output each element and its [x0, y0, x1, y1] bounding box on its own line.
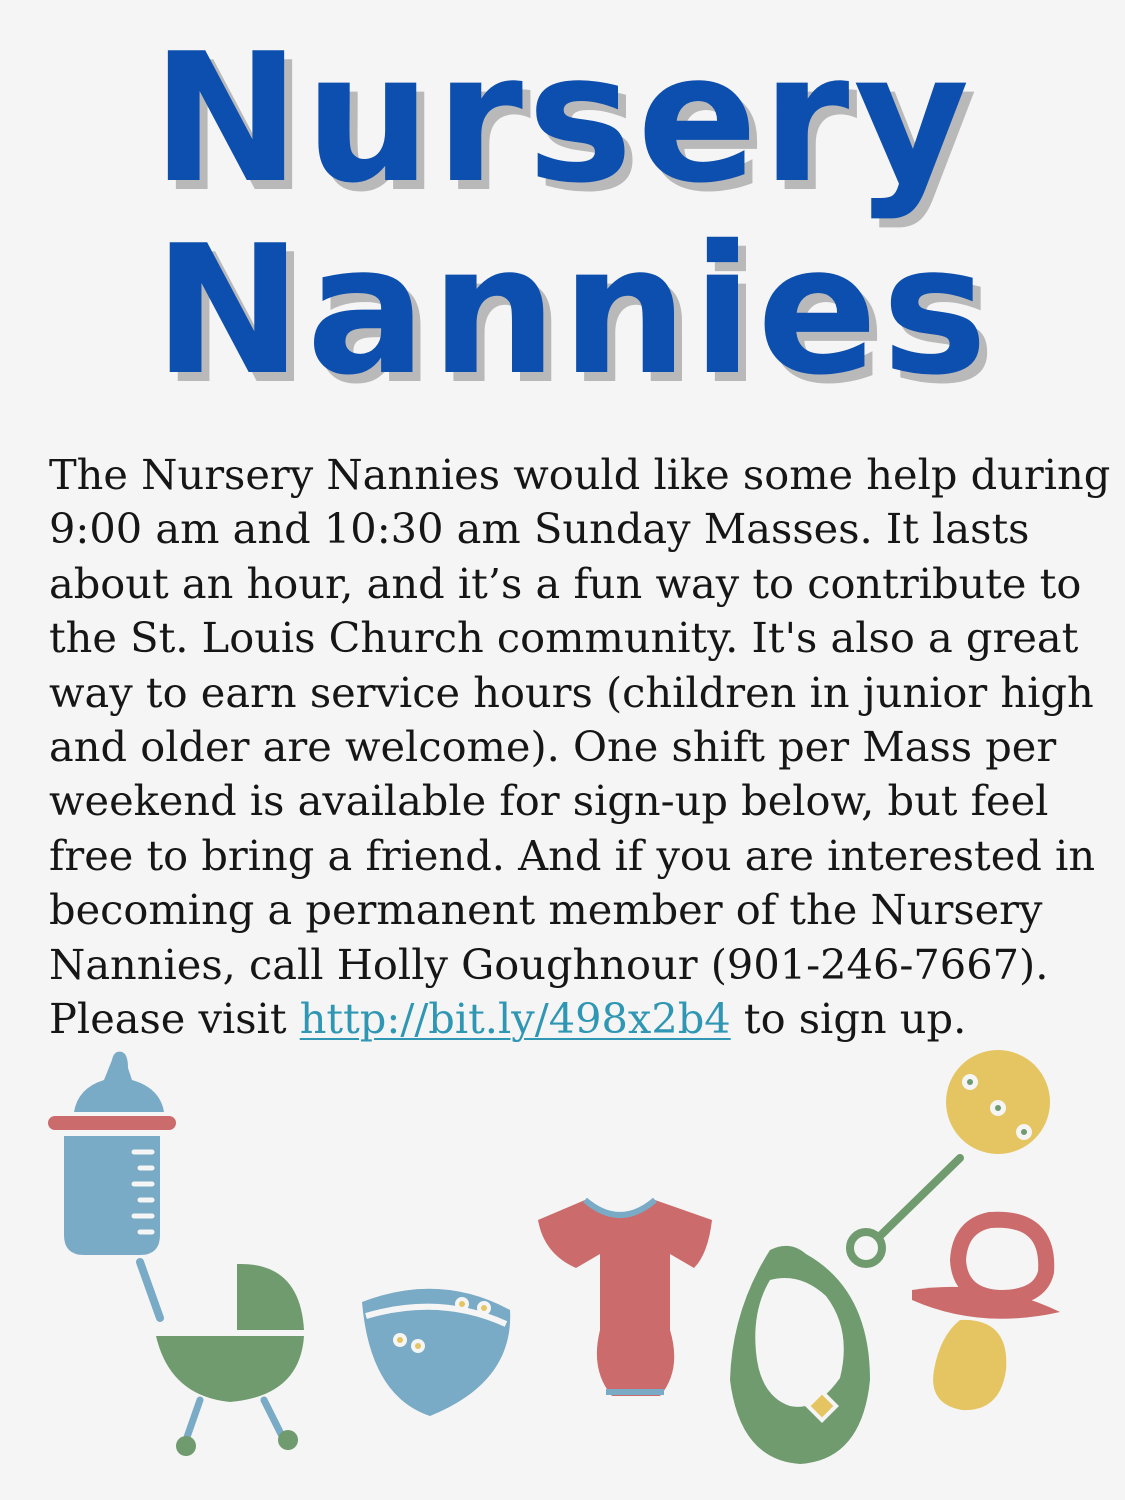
- title-line-1: Nursery: [151, 15, 974, 222]
- text-line: and older are welcome). One shift per Mass per: [49, 722, 1057, 772]
- text-line-last: [49, 992, 1089, 1046]
- stroller-icon: [140, 1262, 304, 1456]
- visit-suffix: to sign up.: [730, 994, 967, 1044]
- text-line: about an hour, and it’s a fun way to contribute to: [49, 558, 1082, 608]
- visit-prefix: Please visit: [49, 994, 300, 1044]
- signup-link[interactable]: http://bit.ly/498x2b4: [299, 994, 731, 1044]
- pacifier-icon: [912, 1220, 1060, 1410]
- text-line: way to earn service hours (children in junior high: [49, 667, 1094, 717]
- text-line: Nannies, call Holly Goughnour (901-246-7667).: [49, 939, 1049, 989]
- text-line: 9:00 am and 10:30 am Sunday Masses. It lasts: [49, 504, 1030, 554]
- text-line: the St. Louis Church community. It's also a great: [49, 613, 1079, 663]
- onesie-icon: [538, 1200, 712, 1396]
- rattle-icon: [850, 1050, 1050, 1264]
- title-line-2: Nannies: [153, 207, 992, 414]
- baby-illustrations: [0, 1040, 1125, 1500]
- bib-icon: [730, 1246, 870, 1464]
- announcement-text: [49, 448, 1111, 1046]
- baby-bottle-icon: [48, 1052, 176, 1255]
- text-line: free to bring a friend. And if you are interested in: [49, 830, 1096, 880]
- diaper-icon: [362, 1289, 510, 1416]
- text-line: The Nursery Nannies would like some help during: [49, 450, 1111, 499]
- text-line: becoming a permanent member of the Nursery: [49, 885, 1043, 935]
- text-line: weekend is available for sign-up below, but feel: [49, 776, 1049, 826]
